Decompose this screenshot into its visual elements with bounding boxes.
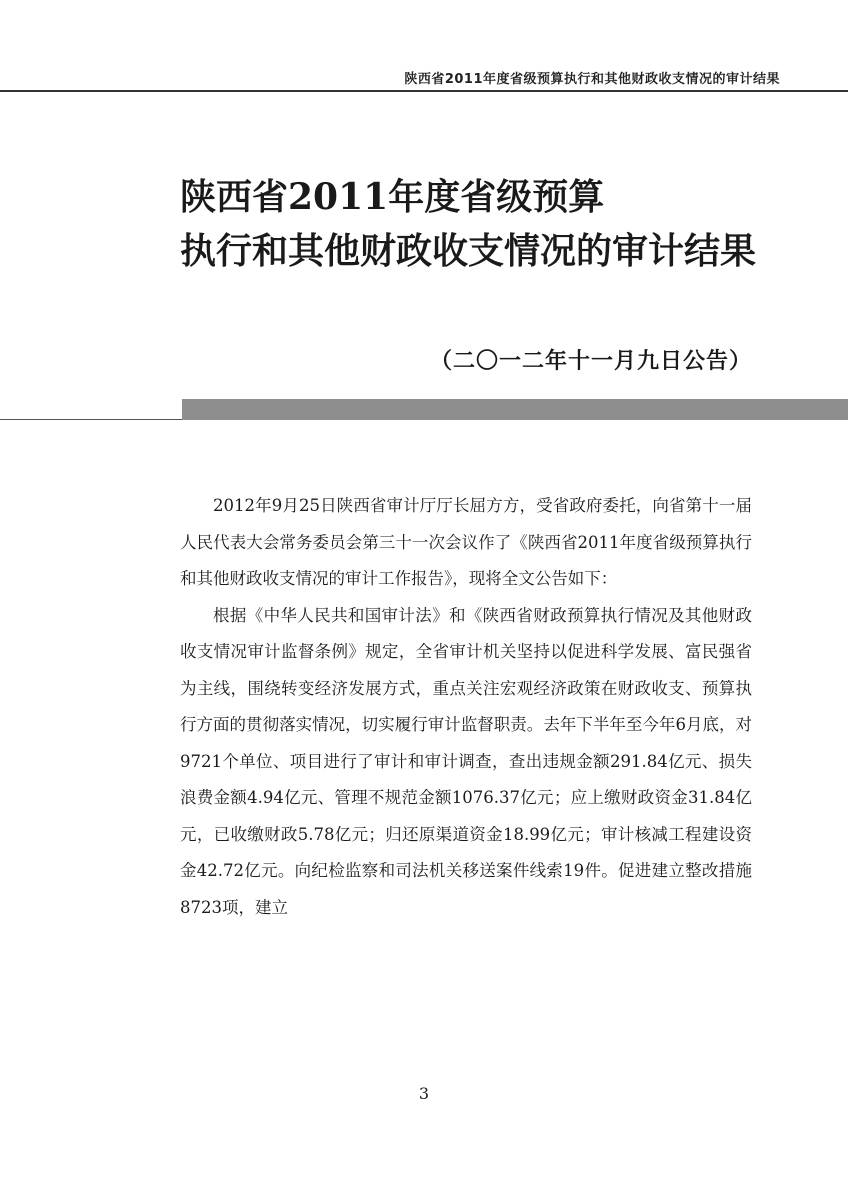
title-line-2: 执行和其他财政收支情况的审计结果 xyxy=(180,230,757,272)
header-rule xyxy=(0,90,848,92)
divider-thin-rule xyxy=(0,419,182,420)
body-text xyxy=(180,488,752,926)
divider-gray-band xyxy=(182,399,848,420)
announcement-date: （二〇一二年十一月九日公告） xyxy=(429,349,752,374)
paragraph-audit-summary: 根据《中华人民共和国审计法》和《陕西省财政预算执行情况及其他财政收支情况审计监督条例》规定，全省审计机关坚持以促进科学发展、富民强省为主线，围绕转变经济发展方式，重点关注宏观经济政策在财政收支、预算执行方面的贯彻落实情况，切实履行审计监督职责。去年下半年至今年6月底，对9721个单位、项目进行了审计和审计调查，查出违规金额291.84亿元、损失浪费金额4.94亿元、管理不规范金额1076.37亿元；应上缴财政资金31.84亿元，已收缴财政5.78亿元；归还原渠道资金18.99亿元；审计核减工程建设资金42.72亿元。向纪检监察和司法机关移送案件线索19件。促进建立整改措施8723项，建立 xyxy=(180,605,752,917)
document-title xyxy=(180,170,820,278)
paragraph-intro: 2012年9月25日陕西省审计厅厅长屈方方，受省政府委托，向省第十一届人民代表大会常务委员会第三十一次会议作了《陕西省2011年度省级预算执行和其他财政收支情况的审计工作报告》，现将全文公告如下： xyxy=(180,496,752,588)
page-number: 3 xyxy=(418,1084,430,1103)
running-header: 陕西省2011年度省级预算执行和其他财政收支情况的审计结果 xyxy=(404,72,780,87)
title-line-1: 陕西省2011年度省级预算 xyxy=(180,176,605,218)
